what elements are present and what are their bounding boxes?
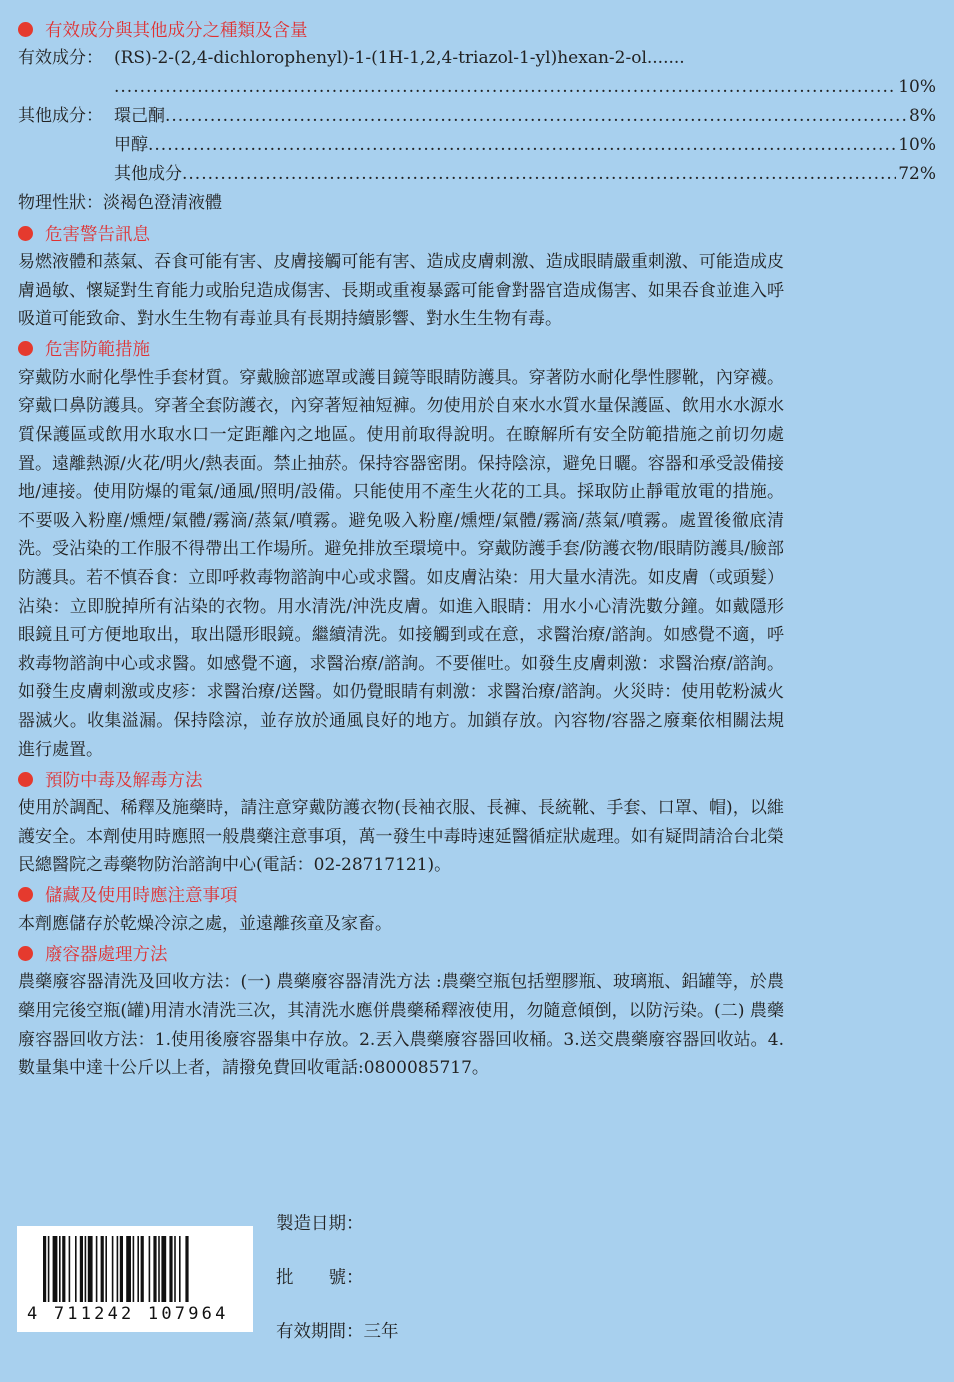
red-bullet-icon <box>18 946 33 961</box>
section-heading-precaution: 危害防範措施 <box>18 334 936 364</box>
active-ingredient-pct-row <box>18 73 936 102</box>
physical-state-label: 物理性狀： <box>18 193 103 213</box>
active-ingredient-name: (RS)-2-(2,4-dichlorophenyl)-1-(1H-1,2,4-triazol-1-yl)hexan-2-ol....... <box>114 48 685 68</box>
other-ingredient-pct: 72% <box>898 164 936 184</box>
other-ingredient-name: 甲醇 <box>114 135 148 155</box>
barcode-bar <box>80 1236 83 1302</box>
barcode-bar <box>85 1236 87 1302</box>
section-heading-storage: 儲藏及使用時應注意事項 <box>18 880 936 910</box>
barcode-bar <box>117 1236 119 1302</box>
section-heading-poison: 預防中毒及解毒方法 <box>18 764 936 794</box>
hazard-text: 易燃液體和蒸氣、吞食可能有害、皮膚接觸可能有害、造成皮膚刺激、造成眼睛嚴重刺激、可能造成皮膚過敏、懷疑對生育能力或胎兒造成傷害、長期或重複暴露可能會對器官造成傷害、如果吞食並進入呼吸道可能致命、對水生生物有毒並具有長期持續影響、對水生生物有毒。 <box>18 252 784 330</box>
active-ingredient-row <box>18 44 936 73</box>
mfg-date-label: 製造日期： <box>276 1214 364 1234</box>
footer-block <box>17 1200 937 1380</box>
barcode-bar <box>75 1236 77 1302</box>
barcode-bar <box>185 1236 188 1302</box>
disposal-text: 農藥廢容器清洗及回收方法：(一) 農藥廢容器清洗方法 :農藥空瓶包括塑膠瓶、玻璃瓶、鋁罐等，於農藥用完後空瓶(罐)用清水清洗三次，其清洗水應併農藥稀釋液使用，勿隨意傾倒，以防污染。(二) 農藥廢容器回收方法：1.使用後廢容器集中存放。2.丟入農藥廢容器回收桶。3.送交農藥廢容器回收站。4.數量集中達十公斤以上者，請撥免費回收電話:0800085717。 <box>18 972 784 1079</box>
other-ingredient-name: 環己酮 <box>114 106 165 126</box>
barcode-bar <box>137 1236 139 1302</box>
barcode-bar <box>120 1236 123 1302</box>
barcode-bar <box>179 1236 181 1302</box>
other-ingredient-pct: 8% <box>909 106 936 126</box>
expiry-label: 有效期間：三年 <box>276 1322 399 1342</box>
barcode-bar <box>105 1236 107 1302</box>
barcode-bar <box>158 1236 160 1302</box>
other-ingredient-name: 其他成分 <box>114 164 182 184</box>
leader-dots <box>165 102 907 131</box>
section-heading-ingredients: 有效成分與其他成分之種類及含量 <box>18 14 936 44</box>
active-ingredient-label: 有效成分： <box>18 48 103 68</box>
other-ingredient-row <box>18 131 936 160</box>
red-bullet-icon <box>18 22 33 37</box>
production-info <box>276 1212 399 1374</box>
barcode-bar <box>141 1236 144 1302</box>
leader-dots <box>148 131 896 160</box>
red-bullet-icon <box>18 226 33 241</box>
barcode-bar <box>62 1236 65 1302</box>
batch-label: 批 號： <box>276 1268 364 1288</box>
barcode-number: 4 711242 107964 <box>27 1304 229 1324</box>
physical-state-value: 淡褐色澄清液體 <box>103 193 222 213</box>
barcode-bar <box>48 1236 50 1302</box>
leader-dots <box>114 73 896 102</box>
other-ingredient-row <box>18 160 936 189</box>
barcode-bar <box>133 1236 135 1302</box>
barcode-bar <box>96 1236 98 1302</box>
barcode-bar <box>53 1236 58 1302</box>
barcode-bars <box>17 1226 253 1306</box>
precaution-text: 穿戴防水耐化學性手套材質。穿戴臉部遮罩或護目鏡等眼睛防護具。穿著防水耐化學性膠靴，內穿襪。穿戴口鼻防護具。穿著全套防護衣，內穿著短袖短褲。勿使用於自來水水質水量保護區、飲用水水源水質保護區或飲用水取水口一定距離內之地區。使用前取得說明。在瞭解所有安全防範措施之前切勿處置。遠離熱源/火花/明火/熱表面。禁止抽菸。保持容器密閉。保持陰涼，避免日曬。容器和承受設備接地/連接。使用防爆的電氣/通風/照明/設備。只能使用不產生火花的工具。採取防止靜電放電的措施。不要吸入粉塵/燻煙/氣體/霧滴/蒸氣/噴霧。避免吸入粉塵/燻煙/氣體/霧滴/蒸氣/噴霧。處置後徹底清洗。受沾染的工作服不得帶出工作場所。避免排放至環境中。穿戴防護手套/防護衣物/眼睛防護具/臉部防護具。若不慎吞食：立即呼救毒物諮詢中心或求醫。如皮膚沾染：用大量水清洗。如皮膚（或頭髮）沾染：立即脫掉所有沾染的衣物。用水清洗/沖洗皮膚。如進入眼睛：用水小心清洗數分鐘。如戴隱形眼鏡且可方便地取出，取出隱形眼鏡。繼續清洗。如接觸到或在意，求醫治療/諮詢。如感覺不適，呼救毒物諮詢中心或求醫。如感覺不適，求醫治療/諮詢。不要催吐。如發生皮膚刺激：求醫治療/諮詢。如發生皮膚刺激或皮疹：求醫治療/送醫。如仍覺眼睛有刺激：求醫治療/諮詢。火災時：使用乾粉滅火器滅火。收集溢漏。保持陰涼，並存放於通風良好的地方。加鎖存放。內容物/容器之廢棄依相關法規進行處置。 <box>18 367 784 760</box>
barcode-bar <box>43 1236 46 1302</box>
other-ingredient-label: 其他成分： <box>18 106 103 126</box>
storage-text: 本劑應儲存於乾燥冷涼之處，並遠離孩童及家畜。 <box>18 913 392 934</box>
other-ingredient-pct: 10% <box>898 135 936 155</box>
red-bullet-icon <box>18 341 33 356</box>
barcode-bar <box>174 1236 176 1302</box>
active-ingredient-pct: 10% <box>898 77 936 97</box>
other-ingredient-row <box>18 102 936 131</box>
barcode-bar <box>169 1236 172 1302</box>
poison-text: 使用於調配、稀釋及施藥時，請注意穿戴防護衣物(長袖衣服、長褲、長統靴、手套、口罩、帽)，以維護安全。本劑使用時應照一般農藥注意事項，萬一發生中毒時速延醫循症狀處理。如有疑問請洽台北榮民總醫院之毒藥物防治諮詢中心(電話：02-28717121)。 <box>18 798 784 876</box>
barcode-bar <box>112 1236 114 1302</box>
barcode <box>17 1226 253 1332</box>
barcode-bar <box>126 1236 131 1302</box>
section-heading-hazard: 危害警告訊息 <box>18 218 936 248</box>
red-bullet-icon <box>18 887 33 902</box>
barcode-bar <box>88 1236 93 1302</box>
barcode-bar <box>101 1236 104 1302</box>
barcode-bar <box>161 1236 166 1302</box>
red-bullet-icon <box>18 772 33 787</box>
barcode-bar <box>149 1236 151 1302</box>
physical-state-row <box>18 189 936 218</box>
section-heading-disposal: 廢容器處理方法 <box>18 938 936 968</box>
barcode-bar <box>59 1236 61 1302</box>
leader-dots <box>182 160 896 189</box>
barcode-bar <box>69 1236 71 1302</box>
barcode-bar <box>153 1236 156 1302</box>
